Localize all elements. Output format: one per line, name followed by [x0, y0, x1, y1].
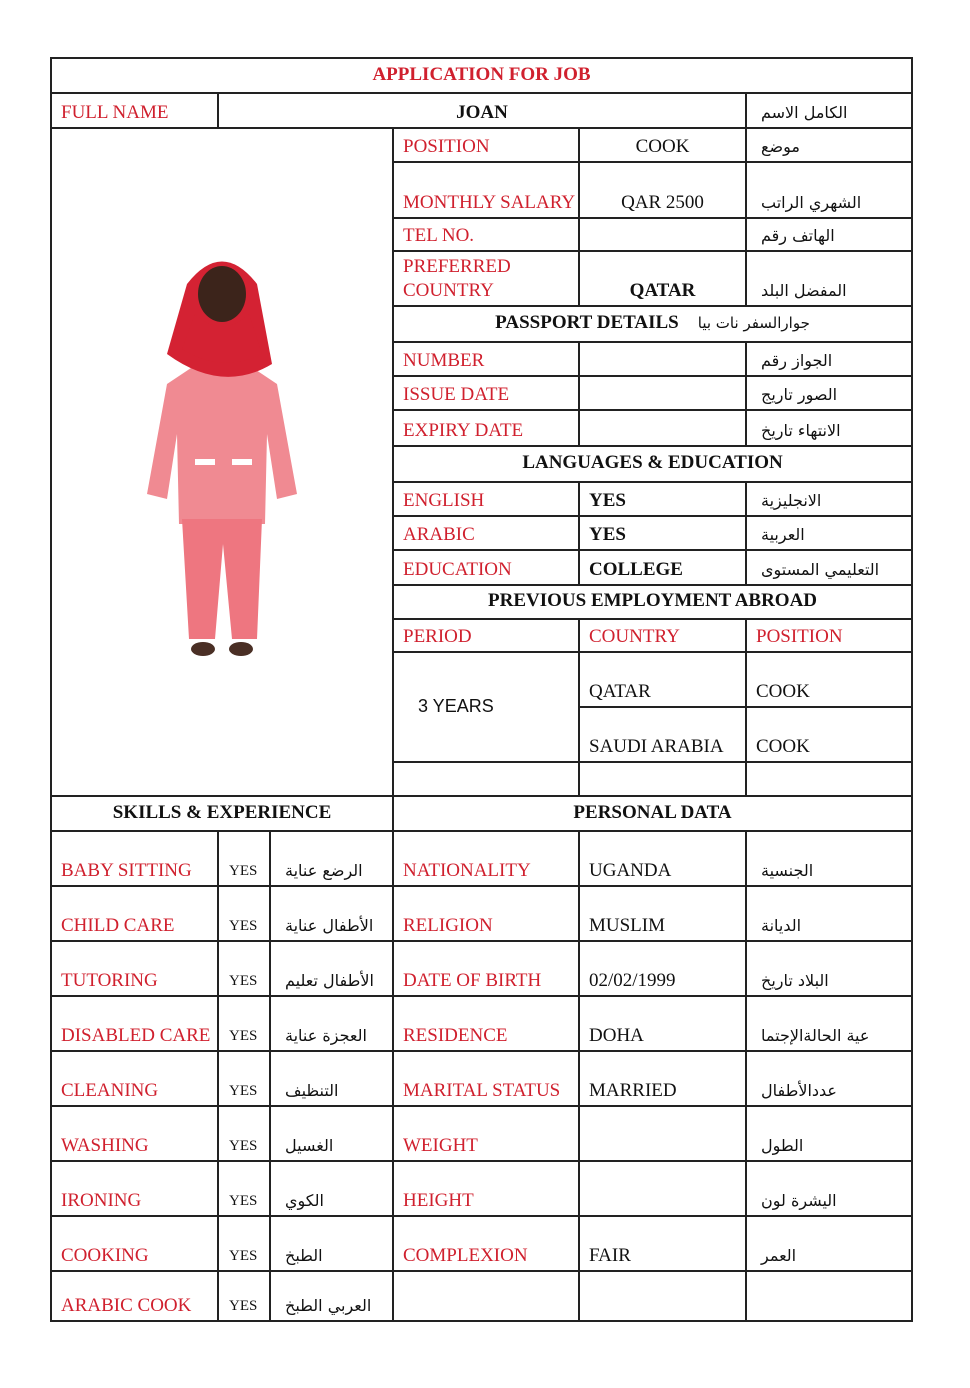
skill-label: BABY SITTING	[51, 831, 218, 886]
personal-value: UGANDA	[579, 831, 746, 886]
skill-value: YES	[218, 1161, 270, 1216]
personal-ar: الطول	[746, 1106, 912, 1161]
employment-col-period: PERIOD	[393, 619, 579, 652]
personal-value	[579, 1161, 746, 1216]
preferred-country-value: QATAR	[579, 251, 746, 306]
skill-ar: الكوي	[270, 1161, 393, 1216]
skill-ar: الرضع عناية	[270, 831, 393, 886]
languages-header: LANGUAGES & EDUCATION	[393, 446, 912, 482]
personal-value: 02/02/1999	[579, 941, 746, 996]
education-value: COLLEGE	[579, 550, 746, 585]
skill-value: YES	[218, 1216, 270, 1271]
skill-value: YES	[218, 1106, 270, 1161]
salary-value: QAR 2500	[579, 162, 746, 218]
preferred-country-label: PREFERRED COUNTRY	[393, 251, 579, 306]
skill-ar: العجزة عناية	[270, 996, 393, 1051]
personal-label: COMPLEXION	[393, 1216, 579, 1271]
personal-ar: الجنسية	[746, 831, 912, 886]
personal-ar: اليشرة لون	[746, 1161, 912, 1216]
personal-ar: عددالأطفال	[746, 1051, 912, 1106]
personal-empty-cell	[579, 1271, 746, 1321]
personal-value: MARRIED	[579, 1051, 746, 1106]
tel-label: TEL NO.	[393, 218, 579, 251]
personal-value: DOHA	[579, 996, 746, 1051]
full-name-ar: الكامل الاسم	[746, 93, 912, 128]
passport-header-ar: جوارالسفر نات بيا	[697, 314, 810, 332]
full-name-label: FULL NAME	[51, 93, 218, 128]
personal-value	[579, 1106, 746, 1161]
education-ar: التعليمي المستوى	[746, 550, 912, 585]
arabic-label: ARABIC	[393, 516, 579, 550]
salary-label: MONTHLY SALARY	[393, 162, 579, 218]
personal-header: PERSONAL DATA	[393, 796, 912, 831]
employment-country: SAUDI ARABIA	[579, 707, 746, 762]
expiry-date-ar: الانتهاء تاريخ	[746, 410, 912, 446]
personal-ar: البلاد تاريخ	[746, 941, 912, 996]
skills-header: SKILLS & EXPERIENCE	[51, 796, 393, 831]
position-label: POSITION	[393, 128, 579, 162]
personal-label: MARITAL STATUS	[393, 1051, 579, 1106]
employment-empty-cell	[579, 762, 746, 796]
education-label: EDUCATION	[393, 550, 579, 585]
salary-ar: الشهري الراتب	[746, 162, 912, 218]
english-ar: الانجليزية	[746, 482, 912, 516]
applicant-photo	[51, 128, 393, 796]
employment-position: COOK	[746, 707, 912, 762]
expiry-date-value	[579, 410, 746, 446]
skill-ar: العربي الطبخ	[270, 1271, 393, 1321]
skill-value: YES	[218, 996, 270, 1051]
personal-value: FAIR	[579, 1216, 746, 1271]
passport-number-value	[579, 342, 746, 376]
personal-value: MUSLIM	[579, 886, 746, 941]
english-label: ENGLISH	[393, 482, 579, 516]
position-ar: موضع	[746, 128, 912, 162]
personal-label: HEIGHT	[393, 1161, 579, 1216]
arabic-value: YES	[579, 516, 746, 550]
tel-value	[579, 218, 746, 251]
personal-label: NATIONALITY	[393, 831, 579, 886]
personal-label: WEIGHT	[393, 1106, 579, 1161]
personal-empty-cell	[746, 1271, 912, 1321]
issue-date-ar: الصور تاريج	[746, 376, 912, 410]
expiry-date-label: EXPIRY DATE	[393, 410, 579, 446]
issue-date-label: ISSUE DATE	[393, 376, 579, 410]
employment-empty-cell	[746, 762, 912, 796]
skill-value: YES	[218, 886, 270, 941]
employment-country: QATAR	[579, 652, 746, 707]
issue-date-value	[579, 376, 746, 410]
arabic-ar: العربية	[746, 516, 912, 550]
skill-label: CHILD CARE	[51, 886, 218, 941]
personal-label: RESIDENCE	[393, 996, 579, 1051]
passport-number-ar: الجواز رقم	[746, 342, 912, 376]
skill-label: IRONING	[51, 1161, 218, 1216]
employment-position: COOK	[746, 652, 912, 707]
position-value: COOK	[579, 128, 746, 162]
form-title: APPLICATION FOR JOB	[51, 58, 912, 93]
employment-period: 3 YEARS	[393, 652, 579, 762]
skill-value: YES	[218, 831, 270, 886]
passport-header-en: PASSPORT DETAILS	[495, 312, 679, 333]
personal-ar: العمر	[746, 1216, 912, 1271]
skill-label: DISABLED CARE	[51, 996, 218, 1051]
personal-label: DATE OF BIRTH	[393, 941, 579, 996]
applicant-figure	[137, 244, 307, 674]
passport-header	[393, 306, 912, 342]
skill-label: WASHING	[51, 1106, 218, 1161]
personal-ar: الديانة	[746, 886, 912, 941]
skill-ar: التنظيف	[270, 1051, 393, 1106]
employment-header: PREVIOUS EMPLOYMENT ABROAD	[393, 585, 912, 619]
personal-empty-cell	[393, 1271, 579, 1321]
application-form	[50, 57, 913, 1322]
skill-ar: الأطفال تعليم	[270, 941, 393, 996]
skill-label: CLEANING	[51, 1051, 218, 1106]
skill-label: TUTORING	[51, 941, 218, 996]
preferred-country-ar: المفضل البلد	[746, 251, 912, 306]
tel-ar: الهاتف رقم	[746, 218, 912, 251]
skill-value: YES	[218, 1051, 270, 1106]
skill-value: YES	[218, 941, 270, 996]
skill-ar: الأطفال عناية	[270, 886, 393, 941]
skill-ar: الغسيل	[270, 1106, 393, 1161]
skill-ar: الطبخ	[270, 1216, 393, 1271]
employment-empty-cell	[393, 762, 579, 796]
personal-label: RELIGION	[393, 886, 579, 941]
skill-label: ARABIC COOK	[51, 1271, 218, 1321]
passport-number-label: NUMBER	[393, 342, 579, 376]
skill-value: YES	[218, 1271, 270, 1321]
employment-col-country: COUNTRY	[579, 619, 746, 652]
personal-ar: عية الحالةالإجتما	[746, 996, 912, 1051]
employment-col-position: POSITION	[746, 619, 912, 652]
skill-label: COOKING	[51, 1216, 218, 1271]
english-value: YES	[579, 482, 746, 516]
full-name-value: JOAN	[218, 93, 746, 128]
